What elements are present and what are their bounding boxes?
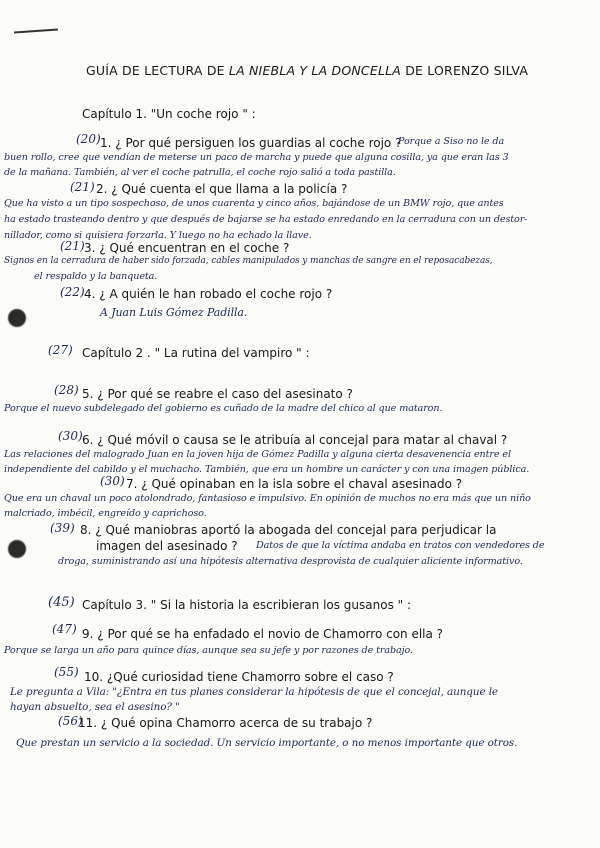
page-ref: (39) xyxy=(50,521,75,535)
question-7: 7. ¿ Qué opinaban en la isla sobre el chaval asesinado ? xyxy=(126,477,463,491)
question-2: 2. ¿ Qué cuenta el que llama a la policía ? xyxy=(96,182,348,196)
title-prefix: GUÍA DE LECTURA DE xyxy=(86,63,229,78)
page-ref: (55) xyxy=(54,665,79,679)
chapter-3-heading: Capítulo 3. " Si la historia la escribieran los gusanos " : xyxy=(82,598,412,612)
page-ref: (45) xyxy=(48,595,75,610)
answer-9-line-1: Porque se larga un año para quince días, aunque sea su jefe y por razones de trabajo. xyxy=(4,645,413,656)
answer-6-line-1: Las relaciones del malogrado Juan en la joven hija de Gómez Padilla y alguna cierta desavenencia entre el xyxy=(4,449,511,460)
answer-7-line-1: Que era un chaval un poco atolondrado, fantasioso e impulsivo. En opinión de muchos no era más que un niño xyxy=(4,493,531,504)
page-ref: (30) xyxy=(100,474,125,488)
answer-2-line-3: nillador, como si quisiera forzarla. Y luego no ha echado la llave. xyxy=(4,230,312,241)
answer-4-line-1: A Juan Luis Gómez Padilla. xyxy=(100,306,248,319)
chapter-1-heading: Capítulo 1. "Un coche rojo " : xyxy=(82,107,256,121)
page-title xyxy=(86,63,528,78)
answer-10-line-2: hayan absuelto, sea el asesino? " xyxy=(10,701,180,713)
page-ref: (30) xyxy=(58,429,83,443)
question-6: 6. ¿ Qué móvil o causa se le atribuía al concejal para matar al chaval ? xyxy=(82,433,508,447)
question-8-cont: imagen del asesinado ? xyxy=(96,539,238,553)
answer-5-line-1: Porque el nuevo subdelegado del gobierno es cuñado de la madre del chico al que mataron. xyxy=(4,403,443,414)
answer-8-line-1: Datos de que la víctima andaba en tratos con vendedores de xyxy=(256,540,545,551)
page-ref: (21) xyxy=(60,239,85,253)
title-book: LA NIEBLA Y LA DONCELLA xyxy=(228,63,402,78)
answer-1-line-3: de la mañana. También, al ver el coche patrulla, el coche rojo salió a toda pastilla. xyxy=(4,167,396,178)
answer-1-line-2: buen rollo, cree que vendían de meterse un paco de marcha y puede que alguna cosilla, ya que eran las 3 xyxy=(4,152,509,163)
chapter-2-heading: Capítulo 2 . " La rutina del vampiro " : xyxy=(82,346,310,360)
question-4: 4. ¿ A quién le han robado el coche rojo ? xyxy=(84,287,333,301)
question-5: 5. ¿ Por qué se reabre el caso del asesinato ? xyxy=(82,387,353,401)
question-11: 11. ¿ Qué opina Chamorro acerca de su trabajo ? xyxy=(78,716,373,730)
page-ref: (28) xyxy=(54,383,79,397)
punch-hole xyxy=(8,540,26,558)
page-ref: (47) xyxy=(52,622,77,636)
answer-1-line-1: Porque a Siso no le da xyxy=(398,136,505,147)
page-ref: (27) xyxy=(48,343,73,357)
answer-2-line-2: ha estado trasteando dentro y que después de bajarse se ha estado enredando en la cerradura con un destor- xyxy=(4,214,528,225)
page-ref: (21) xyxy=(70,180,95,194)
page-ref: (56) xyxy=(58,714,83,728)
question-1: 1. ¿ Por qué persiguen los guardias al coche rojo ? xyxy=(100,136,402,150)
answer-8-line-2: droga, suministrando así una hipótesis alternativa desprovista de cualquier aliciente informativo. xyxy=(58,556,523,567)
answer-11-line-1: Que prestan un servicio a la sociedad. Un servicio importante, o no menos importante que otros. xyxy=(16,737,518,749)
answer-7-line-2: malcriado, imbécil, engreído y caprichoso. xyxy=(4,508,207,519)
punch-hole xyxy=(8,309,26,327)
question-9: 9. ¿ Por qué se ha enfadado el novio de Chamorro con ella ? xyxy=(82,627,444,641)
answer-6-line-2: independiente del cabildo y el muchacho. También, que era un hombre un carácter y con una imagen pública. xyxy=(4,464,530,475)
question-3: 3. ¿ Qué encuentran en el coche ? xyxy=(84,241,290,255)
answer-3-line-2: el respaldo y la banqueta. xyxy=(34,271,158,282)
page-ref: (20) xyxy=(76,132,101,146)
answer-10-line-1: Le pregunta a Vila: "¿Entra en tus planes considerar la hipótesis de que el concejal, aunque le xyxy=(10,686,498,698)
title-suffix: DE LORENZO SILVA xyxy=(401,63,529,78)
pen-mark xyxy=(14,28,58,33)
question-8: 8. ¿ Qué maniobras aportó la abogada del concejal para perjudicar la xyxy=(80,523,497,537)
answer-3-line-1: Signos en la cerradura de haber sido forzada, cables manipulados y manchas de sangre en el reposacabezas, xyxy=(4,256,493,266)
question-10: 10. ¿Qué curiosidad tiene Chamorro sobre el caso ? xyxy=(84,670,394,684)
answer-2-line-1: Que ha visto a un tipo sospechoso, de unos cuarenta y cinco años, bajándose de un BMW rojo, que antes xyxy=(4,198,504,209)
page-ref: (22) xyxy=(60,285,85,299)
